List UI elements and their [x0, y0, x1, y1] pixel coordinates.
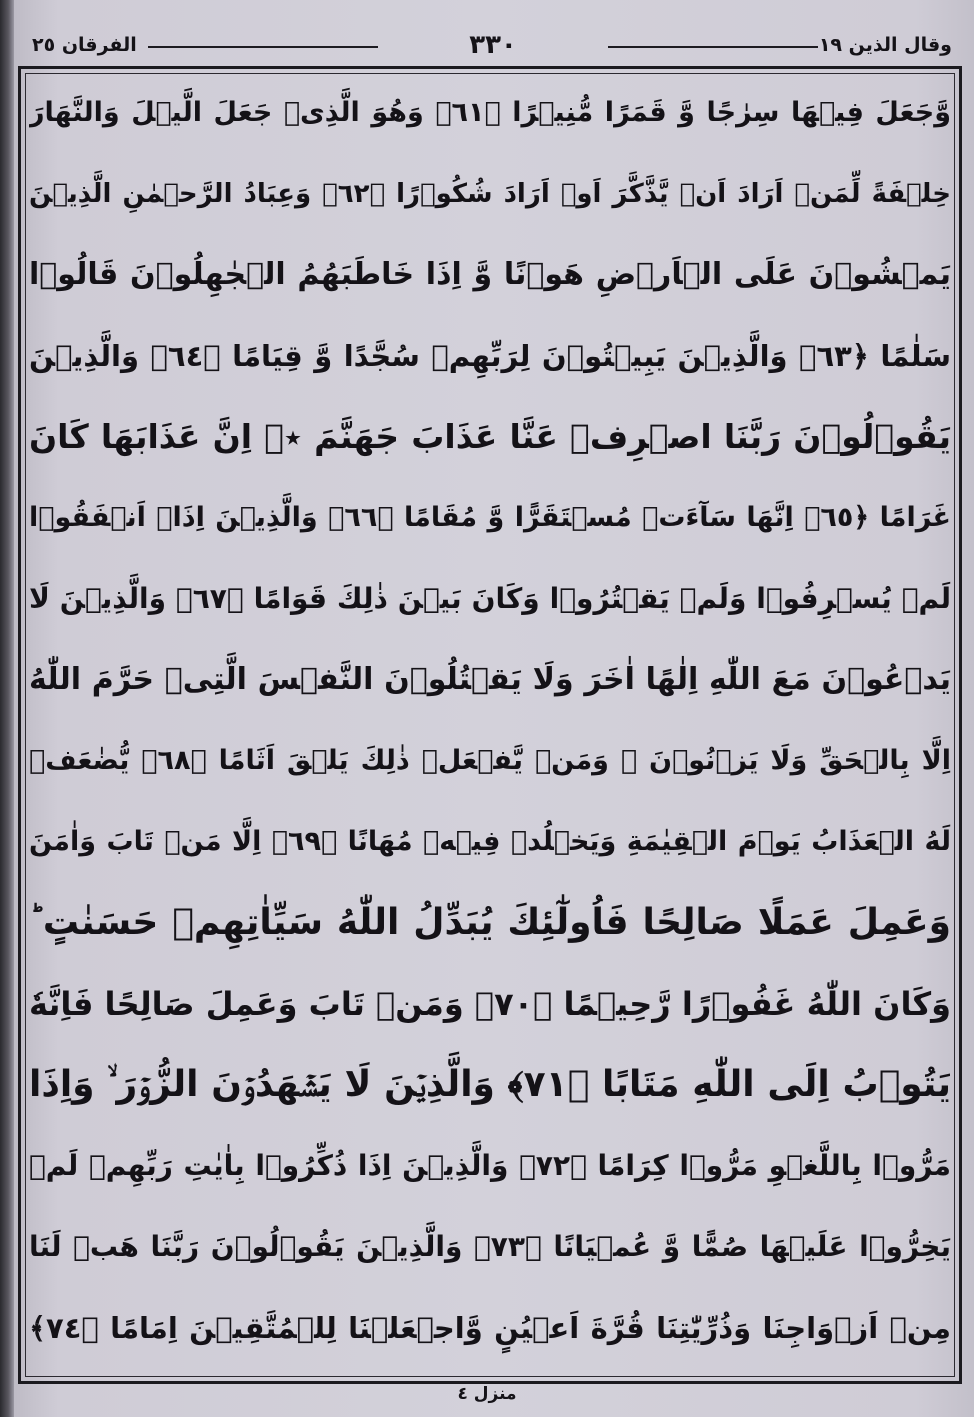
page-number: ٣٣٠	[469, 30, 517, 60]
header-rule-right	[608, 46, 818, 48]
verse-line-7: لَمۡ یُسۡرِفُوۡا وَلَمۡ یَقۡتُرُوۡا وَكَانَ بَیۡنَ ذٰلِكَ قَوَامًا ﴿٦٧﴾ وَالَّذِیۡنَ لَا	[29, 582, 951, 615]
verse-line-10: لَهُ الۡعَذَابُ یَوۡمَ الۡقِیٰمَةِ وَیَخۡلُدۡ فِیۡهٖ مُهَانًا ﴿٦٩﴾ اِلَّا مَنۡ تَابَ وَاٰمَنَ	[29, 826, 951, 857]
verse-line-9: اِلَّا بِالۡحَقِّ وَلَا یَزۡنُوۡنَ ۚ وَمَنۡ یَّفۡعَلۡ ذٰلِكَ یَلۡقَ اَثَامًا ﴿٦٨﴾ یُّضٰعَفۡ	[29, 745, 951, 776]
text-frame	[18, 66, 962, 1384]
verse-line-2: خِلۡفَةً لِّمَنۡ اَرَادَ اَنۡ یَّذَّكَّرَ اَوۡ اَرَادَ شُكُوۡرًا ﴿٦٢﴾ وَعِبَادُ الرَّحۡمٰنِ الَّذِیۡنَ	[29, 179, 951, 209]
verse-line-16: مِنۡ اَزۡوَاجِنَا وَذُرِّیّٰتِنَا قُرَّةَ اَعۡیُنٍ وَّاجۡعَلۡنَا لِلۡمُتَّقِیۡنَ اِمَامًا ﴿٧٤﴾	[29, 1311, 951, 1345]
verse-lines	[29, 77, 951, 1373]
verse-line-11: وَعَمِلَ عَمَلًا صَالِحًا فَاُولٰٓئِكَ یُبَدِّلُ اللّٰهُ سَیِّاٰتِهِمۡ حَسَنٰتٍ ؕ	[29, 902, 951, 943]
juz-label: وقال الذين ١٩	[818, 34, 952, 56]
verse-line-13: یَتُوۡبُ اِلَی اللّٰهِ مَتَابًا ﴿٧١﴾ وَالَّذِیۡنَ لَا یَشۡهَدُوۡنَ الزُّوۡرَ ۙ وَاِذَا	[29, 1064, 951, 1105]
verse-line-8: یَدۡعُوۡنَ مَعَ اللّٰهِ اِلٰهًا اٰخَرَ وَلَا یَقۡتُلُوۡنَ النَّفۡسَ الَّتِیۡ حَرَّمَ اللّٰهُ	[29, 662, 951, 697]
verse-line-1: وَّجَعَلَ فِیۡهَا سِرٰجًا وَّ قَمَرًا مُّنِیۡرًا ﴿٦١﴾ وَهُوَ الَّذِیۡ جَعَلَ الَّیۡلَ وَالنَّهَارَ	[29, 97, 951, 128]
verse-line-14: مَرُّوۡا بِاللَّغۡوِ مَرُّوۡا كِرَامًا ﴿٧٢﴾ وَالَّذِیۡنَ اِذَا ذُكِّرُوۡا بِاٰیٰتِ رَبِّهِمۡ لَمۡ	[29, 1149, 951, 1182]
verse-line-5: یَقُوۡلُوۡنَ رَبَّنَا اصۡرِفۡ عَنَّا عَذَابَ جَهَنَّمَ ٭ۖ اِنَّ عَذَابَهَا كَانَ	[29, 417, 951, 456]
header-rule-left	[148, 46, 378, 48]
verse-line-4: سَلٰمًا ﴿٦٣﴾ وَالَّذِیۡنَ یَبِیۡتُوۡنَ لِرَبِّهِمۡ سُجَّدًا وَّ قِیَامًا ﴿٦٤﴾ وَالَّذِیۡنَ	[29, 339, 951, 373]
surah-label: الفرقان ٢٥	[32, 34, 137, 56]
manzil-label: منزل ٤	[457, 1384, 517, 1404]
verse-line-12: وَكَانَ اللّٰهُ غَفُوۡرًا رَّحِیۡمًا ﴿٧٠﴾ وَمَنۡ تَابَ وَعَمِلَ صَالِحًا فَاِنَّهٗ	[29, 985, 951, 1023]
verse-line-3: یَمۡشُوۡنَ عَلَی الۡاَرۡضِ هَوۡنًا وَّ اِذَا خَاطَبَهُمُ الۡجٰهِلُوۡنَ قَالُوۡا	[29, 257, 951, 292]
page-footer	[0, 1384, 974, 1414]
verse-line-6: غَرَامًا ﴿٦٥﴾ اِنَّهَا سَآءَتۡ مُسۡتَقَرًّا وَّ مُقَامًا ﴿٦٦﴾ وَالَّذِیۡنَ اِذَاۤ اَنۡفَقُوۡا	[29, 502, 951, 533]
book-spine-shadow	[0, 0, 14, 1417]
page-header	[18, 30, 968, 64]
verse-line-15: یَخِرُّوۡا عَلَیۡهَا صُمًّا وَّ عُمۡیَانًا ﴿٧٣﴾ وَالَّذِیۡنَ یَقُوۡلُوۡنَ رَبَّنَا هَبۡ لَنَا	[29, 1230, 951, 1263]
